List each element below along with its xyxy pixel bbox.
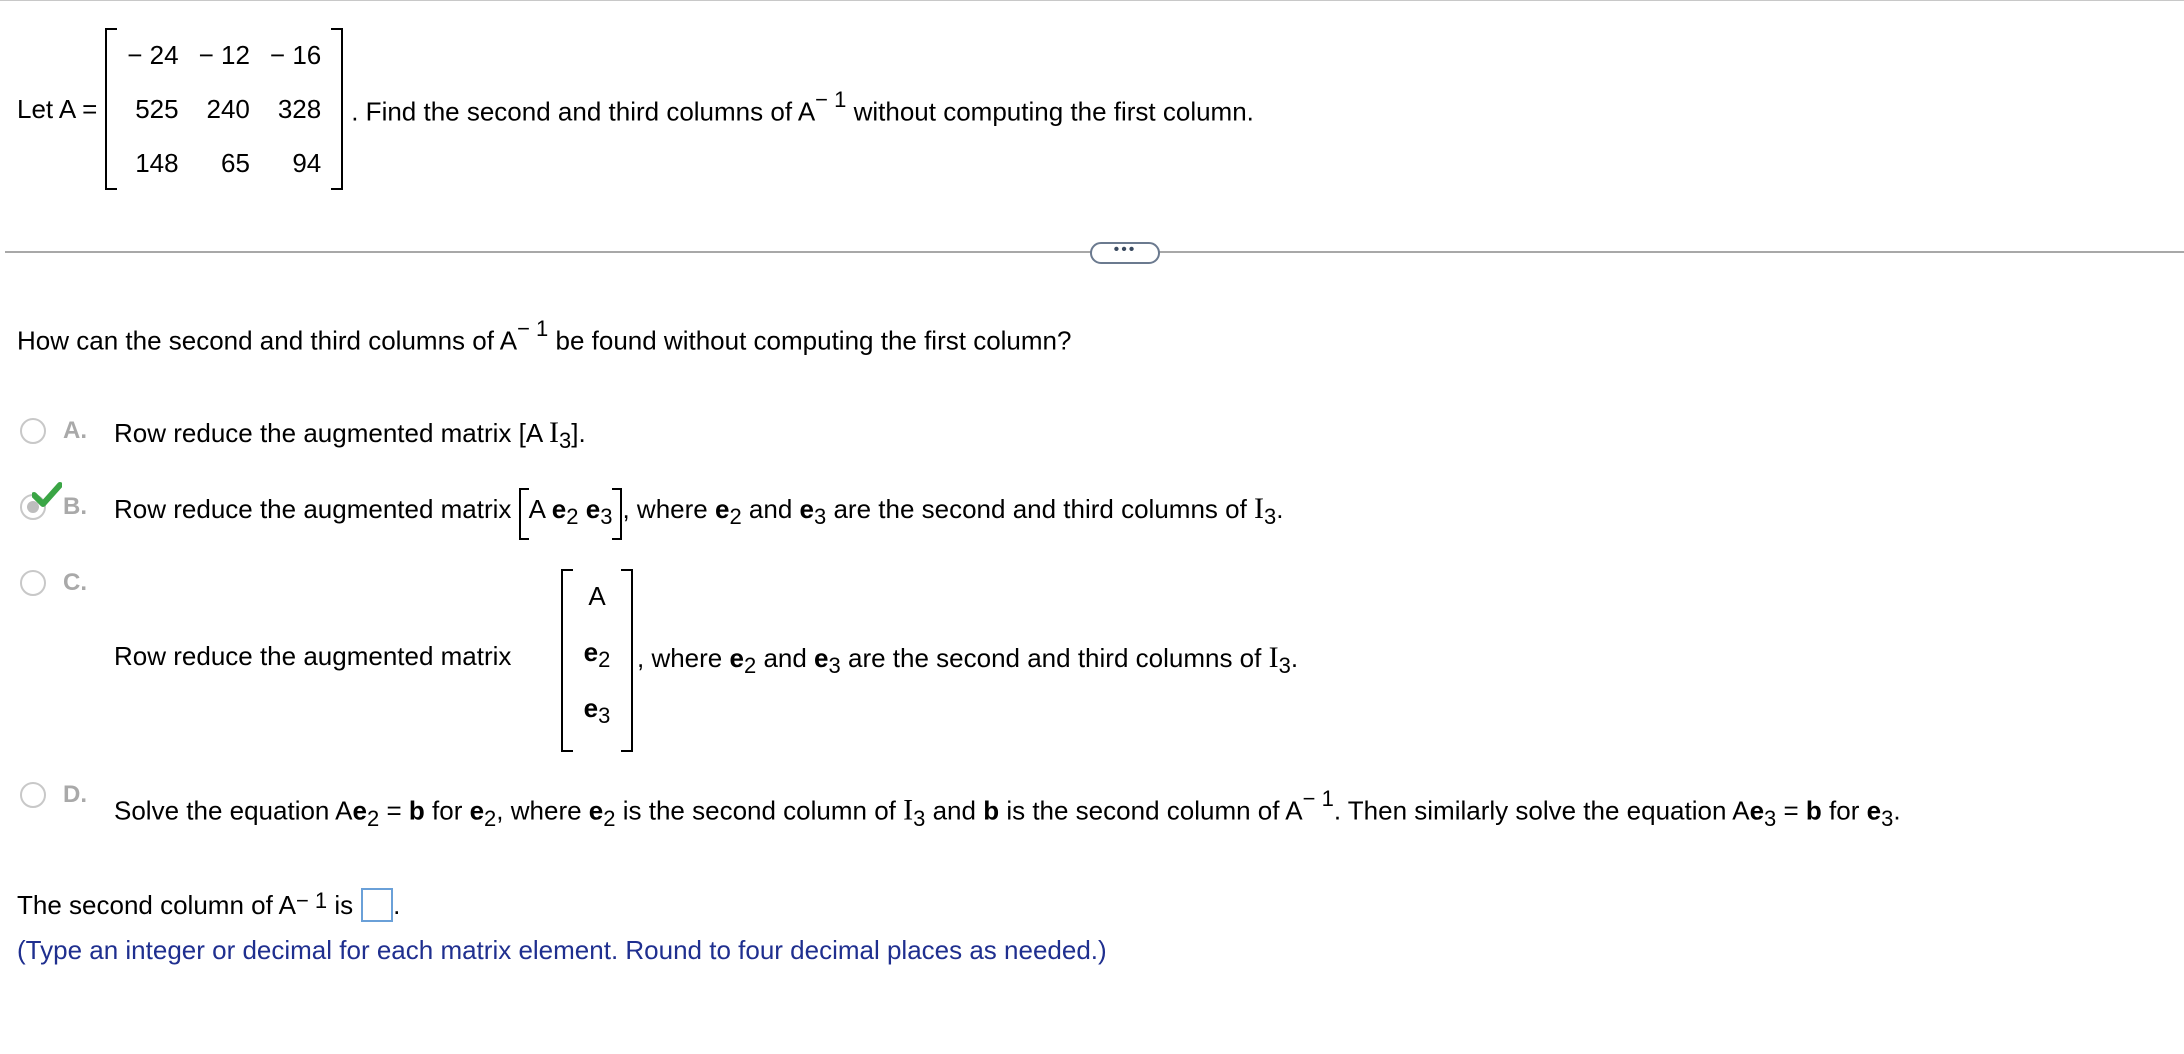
option-c-text-before[interactable]: Row reduce the augmented matrix [114,641,512,671]
option-text-part: are the second and third columns of [840,643,1269,673]
subscript: 3 [828,653,841,679]
option-text-part: and [756,643,815,673]
matrix-cell: 65 [220,148,250,178]
option-text-part: Row reduce the augmented matrix [A [114,418,550,448]
option-text-part: for [1821,795,1867,826]
matrix-cell: − 16 [269,40,322,70]
subscript: 2 [729,504,742,530]
option-text-part: . Then similarly solve the equation A [1333,795,1750,826]
b-vector: b [983,795,1000,826]
option-text-part: is the second column of A [999,795,1303,826]
b-vector: b [1805,795,1822,826]
answer-text-part: The second column of A [17,889,296,920]
option-text-part: and [741,494,800,524]
top-rule [0,0,2184,1]
option-a-radio[interactable] [20,418,46,444]
option-d-letter: D. [63,781,87,808]
option-text-part: , where [496,795,589,826]
option-text-part: , where [637,643,730,673]
identity-symbol: I [903,793,914,827]
correct-check-icon [32,482,62,508]
matrix-cell: 525 [135,94,179,124]
inverse-superscript: − 1 [1302,786,1334,811]
problem-lead: Let A = [17,93,98,124]
option-a-letter: A. [63,417,87,444]
col-entry-e2 [561,637,633,673]
option-text-part: , where [622,494,715,524]
identity-symbol: I [549,416,560,449]
column-augmented-matrix [561,569,633,752]
matrix-cell: 240 [206,94,250,124]
subscript: 3 [600,504,613,530]
problem-text-part: without computing the first column. [846,96,1254,127]
augmented-matrix-bracket [519,494,623,530]
matrix-cell: 328 [277,94,322,124]
option-text-part: for [424,795,470,826]
e-vector: e [799,494,814,524]
e-vector: e [583,693,599,723]
e-vector: e [1749,795,1765,826]
e-vector: e [585,494,601,524]
problem-text-part: . Find the second and third columns of A [351,96,816,127]
subscript: 2 [367,805,380,831]
option-c-radio[interactable] [20,570,46,596]
e-vector: e [352,795,367,826]
option-text-part: . [1893,795,1901,826]
option-text-part: = [1776,795,1806,826]
answer-text-part: is [327,889,354,920]
option-a-text[interactable] [114,416,586,454]
e-vector: e [1866,795,1882,826]
b-vector: b [408,795,425,826]
option-c-letter: C. [63,569,87,596]
matrix-cell: 94 [292,148,322,178]
question-text-part: be found without computing the first column? [548,325,1072,356]
option-text-part: ]. [571,418,586,448]
subscript: 3 [1764,805,1777,831]
problem-text [351,86,1254,128]
e-vector: e [469,795,485,826]
col-entry-a: A [588,581,606,611]
inverse-superscript: − 1 [517,316,549,341]
answer-text-part: . [393,889,401,920]
option-text-part: . [1276,494,1284,524]
answer-hint: (Type an integer or decimal for each matrix element. Round to four decimal places as needed.) [17,935,1107,965]
question-text-part: How can the second and third columns of A [17,325,518,356]
e-vector: e [588,795,604,826]
subscript: 2 [598,647,611,673]
option-d-text[interactable] [114,786,1901,832]
option-text-part: . [1290,643,1299,673]
subscript: 3 [1278,653,1291,679]
inverse-superscript: − 1 [295,888,328,913]
subscript: 2 [566,504,579,530]
option-c-text-after[interactable] [637,641,1298,679]
matrix-symbol: A [528,494,552,524]
subscript: 3 [1264,504,1277,530]
matrix-cell: − 24 [127,40,179,70]
matrix-cell: − 12 [198,40,250,70]
e-vector: e [583,637,599,667]
option-text-part: and [925,795,984,826]
identity-symbol: I [1254,492,1265,525]
subscript: 3 [559,428,572,454]
matrix-a [105,28,343,190]
e-vector: e [714,494,730,524]
option-d-radio[interactable] [20,782,46,808]
subscript: 3 [598,703,611,729]
option-text-part: are the second and third columns of [826,494,1255,524]
e-vector: e [729,643,744,673]
option-text-part: is the second column of [615,795,904,826]
subscript: 2 [484,805,497,831]
subscript: 3 [913,805,926,831]
answer-prompt [17,888,400,922]
subscript: 3 [813,504,827,530]
subscript: 3 [1881,805,1894,831]
inverse-superscript: − 1 [815,86,847,112]
question-text [17,316,1072,357]
subscript: 2 [743,653,757,679]
option-b-letter: B. [63,493,87,520]
answer-input-box[interactable] [361,888,393,922]
subscript: 2 [603,805,616,831]
e-vector: e [551,494,567,524]
option-text-part: Row reduce the augmented matrix [114,494,519,524]
matrix-cell: 148 [135,148,179,178]
show-more-button[interactable]: ••• [1090,242,1160,264]
option-text-part: = [379,795,409,826]
col-entry-e3 [561,693,633,729]
option-text-part: Solve the equation A [114,795,353,826]
identity-symbol: I [1268,641,1279,674]
e-vector: e [814,643,829,673]
problem-statement [17,28,1254,190]
option-b-text[interactable] [114,492,1284,530]
